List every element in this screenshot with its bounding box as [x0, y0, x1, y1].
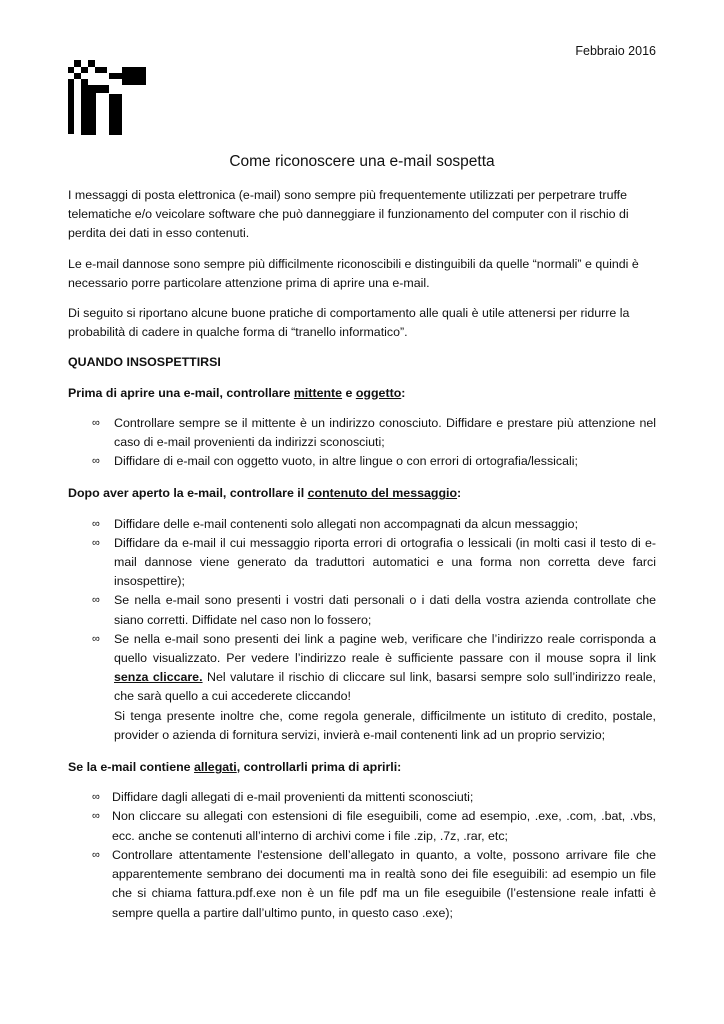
- intro-paragraph: I messaggi di posta elettronica (e-mail) sono sempre più frequentemente utilizzati per perpetrare truffe telematiche e/o veicolare software che può danneggiare il funzionamento del computer con il rischio di perdita dei dati in esso contenuti.: [68, 188, 629, 241]
- bullet-list-before-opening: [68, 414, 656, 472]
- document-date: Febbraio 2016: [575, 44, 656, 58]
- subsection-heading-attachments: Se la e-mail contiene allegati, controllarli prima di aprirli:: [68, 760, 402, 775]
- infinity-bullet-icon: ∞: [92, 517, 100, 530]
- list-item: ∞ Controllare attentamente l'estensione dell’allegato in quanto, a volte, possono arrivare file che apparentemente sembrano dei documenti ma in realtà sono dei file eseguibili: ad esempio un file che si chiama fattura.pdf.exe non è un file pdf ma un file eseguibile (l’estensione reale infatti è sempre quella a partire dall’ultimo punto, in questo caso .exe);: [92, 847, 656, 920]
- infinity-bullet-icon: ∞: [92, 632, 100, 645]
- subsection-heading-before-opening: Prima di aprire una e-mail, controllare mittente e oggetto:: [68, 385, 406, 400]
- list-item: ∞ Diffidare delle e-mail contenenti solo allegati non accompagnati da alcun messaggio;: [68, 515, 656, 534]
- infinity-bullet-icon: ∞: [92, 791, 100, 804]
- document-body: [68, 186, 656, 936]
- infinity-bullet-icon: ∞: [92, 594, 100, 607]
- bullet-list-attachments: [68, 788, 656, 922]
- list-item: ∞ Diffidare dagli allegati di e-mail provenienti da mittenti sconosciuti;: [68, 788, 656, 807]
- list-item: ∞ Non cliccare su allegati con estensioni di file eseguibili, come ad esempio, .exe, .com, .bat, .vbs, ecc. anche se contenuti all’interno di archivi come i file .zip, .7z, .rar, etc;: [92, 809, 656, 843]
- list-item: ∞ Se nella e-mail sono presenti dei link a pagine web, verificare che l’indirizzo reale corrisponda a quello visualizzato. Per vedere l’indirizzo reale è sufficiente passare con il mouse sopra il link senza cliccare. Nel valutare il rischio di cliccare sul link, basarsi sempre solo sull’indirizzo reale, che sarà quello a cui accederete cliccando! Si tenga presente inoltre che, come regola generale, difficilmente un istituto di credito, postale, provider o azienda di fornitura servizi, invierà e-mail contenenti link ad un proprio servizio;: [92, 631, 656, 742]
- intro-paragraph: Le e-mail dannose sono sempre più difficilmente riconoscibili e distinguibili da quelle “normali” e quindi è necessario porre particolare attenzione prima di aprire una e-mail.: [68, 256, 639, 290]
- list-item: ∞ Diffidare da e-mail il cui messaggio riporta errori di ortografia o lessicali (in molti casi il testo di e-mail dannose viene generato da traduttori automatici e una forma non corretta deve farci insospettire);: [92, 535, 656, 589]
- document-title: Come riconoscere una e-mail sospetta: [229, 153, 495, 170]
- list-item: ∞ Diffidare di e-mail con oggetto vuoto, in altre lingue o con errori di ortografia/lessicali;: [68, 452, 656, 471]
- intro-paragraph: Di seguito si riportano alcune buone pratiche di comportamento alle quali è utile attenersi per ridurre la probabilità di cadere in qualche forma di “tranello informatico”.: [68, 306, 630, 340]
- infinity-bullet-icon: ∞: [92, 848, 100, 861]
- organization-logo: [68, 60, 148, 136]
- infinity-bullet-icon: ∞: [92, 536, 100, 549]
- subsection-heading-after-opening: Dopo aver aperto la e-mail, controllare il contenuto del messaggio:: [68, 486, 462, 501]
- infinity-bullet-icon: ∞: [92, 810, 100, 823]
- bullet-list-after-opening: [68, 515, 656, 745]
- list-item: ∞ Controllare sempre se il mittente è un indirizzo conosciuto. Diffidare e prestare più attenzione nel caso di e-mail provenienti da indirizzi sconosciuti;: [92, 415, 656, 450]
- list-item: ∞ Se nella e-mail sono presenti i vostri dati personali o i dati della vostra azienda controllate che siano corretti. Diffidate nel caso non lo fossero;: [92, 593, 656, 627]
- infinity-bullet-icon: ∞: [92, 455, 100, 468]
- infinity-bullet-icon: ∞: [92, 416, 100, 429]
- section-heading: QUANDO INSOSPETTIRSI: [68, 355, 221, 370]
